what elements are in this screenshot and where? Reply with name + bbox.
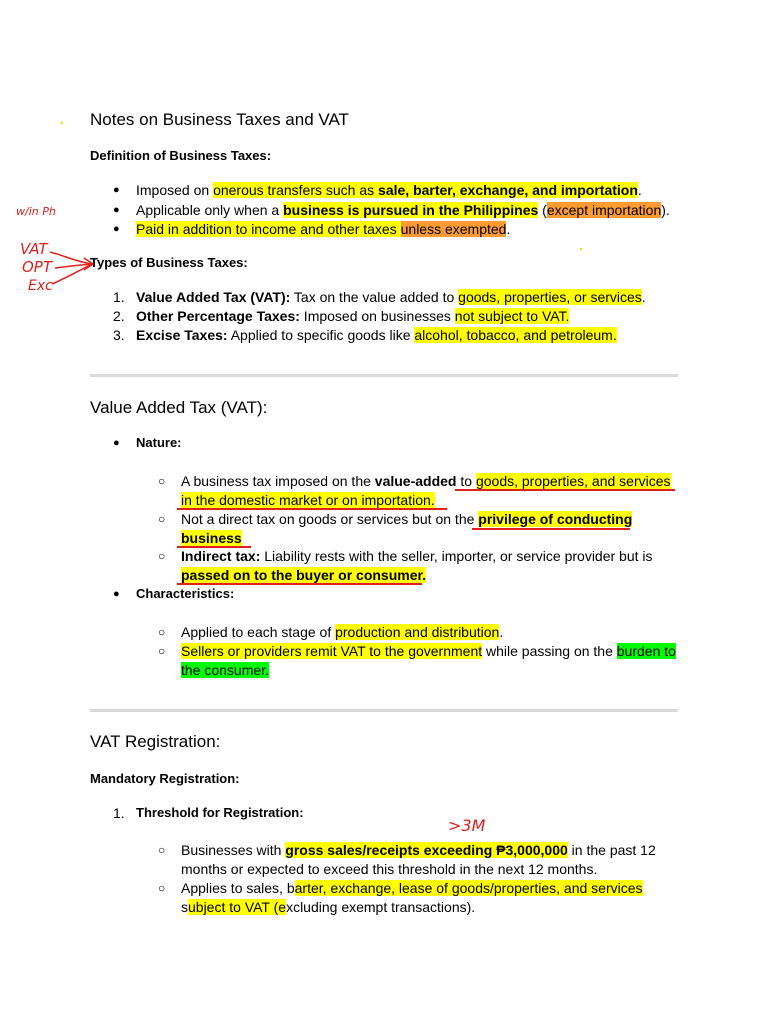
vat-heading: Value Added Tax (VAT): <box>90 398 268 417</box>
bullet-icon: ● <box>113 223 120 235</box>
registration-heading: VAT Registration: <box>90 732 221 751</box>
threshold-label: Threshold for Registration: <box>136 805 304 820</box>
circle-bullet-icon: ○ <box>158 644 166 658</box>
bullet-icon: ● <box>113 184 120 196</box>
threshold-item-2-line-1: Applies to sales, barter, exchange, lease of goods/properties, and services <box>181 880 643 896</box>
threshold-item-1-line-1: Businesses with gross sales/receipts exceeding ₱3,000,000 in the past 12 <box>181 842 656 858</box>
circle-bullet-icon: ○ <box>158 843 166 857</box>
circle-bullet-icon: ○ <box>158 549 166 563</box>
definition-bullet-1: Imposed on onerous transfers such as sale, barter, exchange, and importation. <box>136 182 642 198</box>
bullet-icon: ● <box>113 204 120 216</box>
nature-item-3-line-1: Indirect tax: Liability rests with the seller, importer, or service provider but is <box>181 548 653 564</box>
circle-bullet-icon: ○ <box>158 512 166 526</box>
handwritten-note-exc: Exc <box>28 278 53 294</box>
threshold-item-2-line-2: subject to VAT (excluding exempt transactions). <box>181 899 476 915</box>
circle-bullet-icon: ○ <box>158 881 166 895</box>
definition-heading: Definition of Business Taxes: <box>90 148 272 163</box>
threshold-item-1-line-2: months or expected to exceed this threshold in the next 12 months. <box>181 861 598 877</box>
nature-item-3-line-2: passed on to the buyer or consumer. <box>181 567 427 583</box>
list-number: 1. <box>113 805 125 821</box>
characteristics-item-2-line-1: Sellers or providers remit VAT to the government while passing on the burden to <box>181 643 676 659</box>
bullet-icon: ● <box>113 437 120 449</box>
handwritten-note-opt: OPT <box>22 258 53 276</box>
nature-item-2-line-2: business <box>181 530 242 546</box>
circle-bullet-icon: ○ <box>158 474 166 488</box>
characteristics-item-2-line-2: the consumer. <box>181 662 269 678</box>
list-number: 2. <box>113 308 125 324</box>
nature-label: Nature: <box>136 435 182 450</box>
types-heading: Types of Business Taxes: <box>90 255 248 270</box>
definition-bullet-2: Applicable only when a business is pursued in the Philippines (except importation). <box>136 202 670 218</box>
page-title: Notes on Business Taxes and VAT <box>90 110 349 129</box>
characteristics-item-1: Applied to each stage of production and distribution. <box>181 624 504 640</box>
handwritten-note-vat: VAT <box>20 240 48 258</box>
nature-item-1-line-1: A business tax imposed on the value-added to goods, properties, and services <box>181 473 671 489</box>
types-item-excise: Excise Taxes: Applied to specific goods like alcohol, tobacco, and petroleum. <box>136 327 617 343</box>
nature-item-1-line-2: in the domestic market or on importation. <box>181 492 435 508</box>
handwritten-note-3m: >3M <box>448 816 486 835</box>
list-number: 1. <box>113 289 125 305</box>
characteristics-label: Characteristics: <box>136 586 235 601</box>
definition-bullet-3: Paid in addition to income and other taxes unless exempted. <box>136 221 511 237</box>
nature-item-2-line-1: Not a direct tax on goods or services but on the privilege of conducting <box>181 511 633 527</box>
mandatory-heading: Mandatory Registration: <box>90 771 240 786</box>
handwritten-note-wph: w/in Ph <box>16 205 56 218</box>
bullet-icon: ● <box>113 588 120 600</box>
types-item-vat: Value Added Tax (VAT): Tax on the value added to goods, properties, or services. <box>136 289 646 305</box>
list-number: 3. <box>113 327 125 343</box>
types-item-opt: Other Percentage Taxes: Imposed on businesses not subject to VAT. <box>136 308 570 324</box>
circle-bullet-icon: ○ <box>158 625 166 639</box>
